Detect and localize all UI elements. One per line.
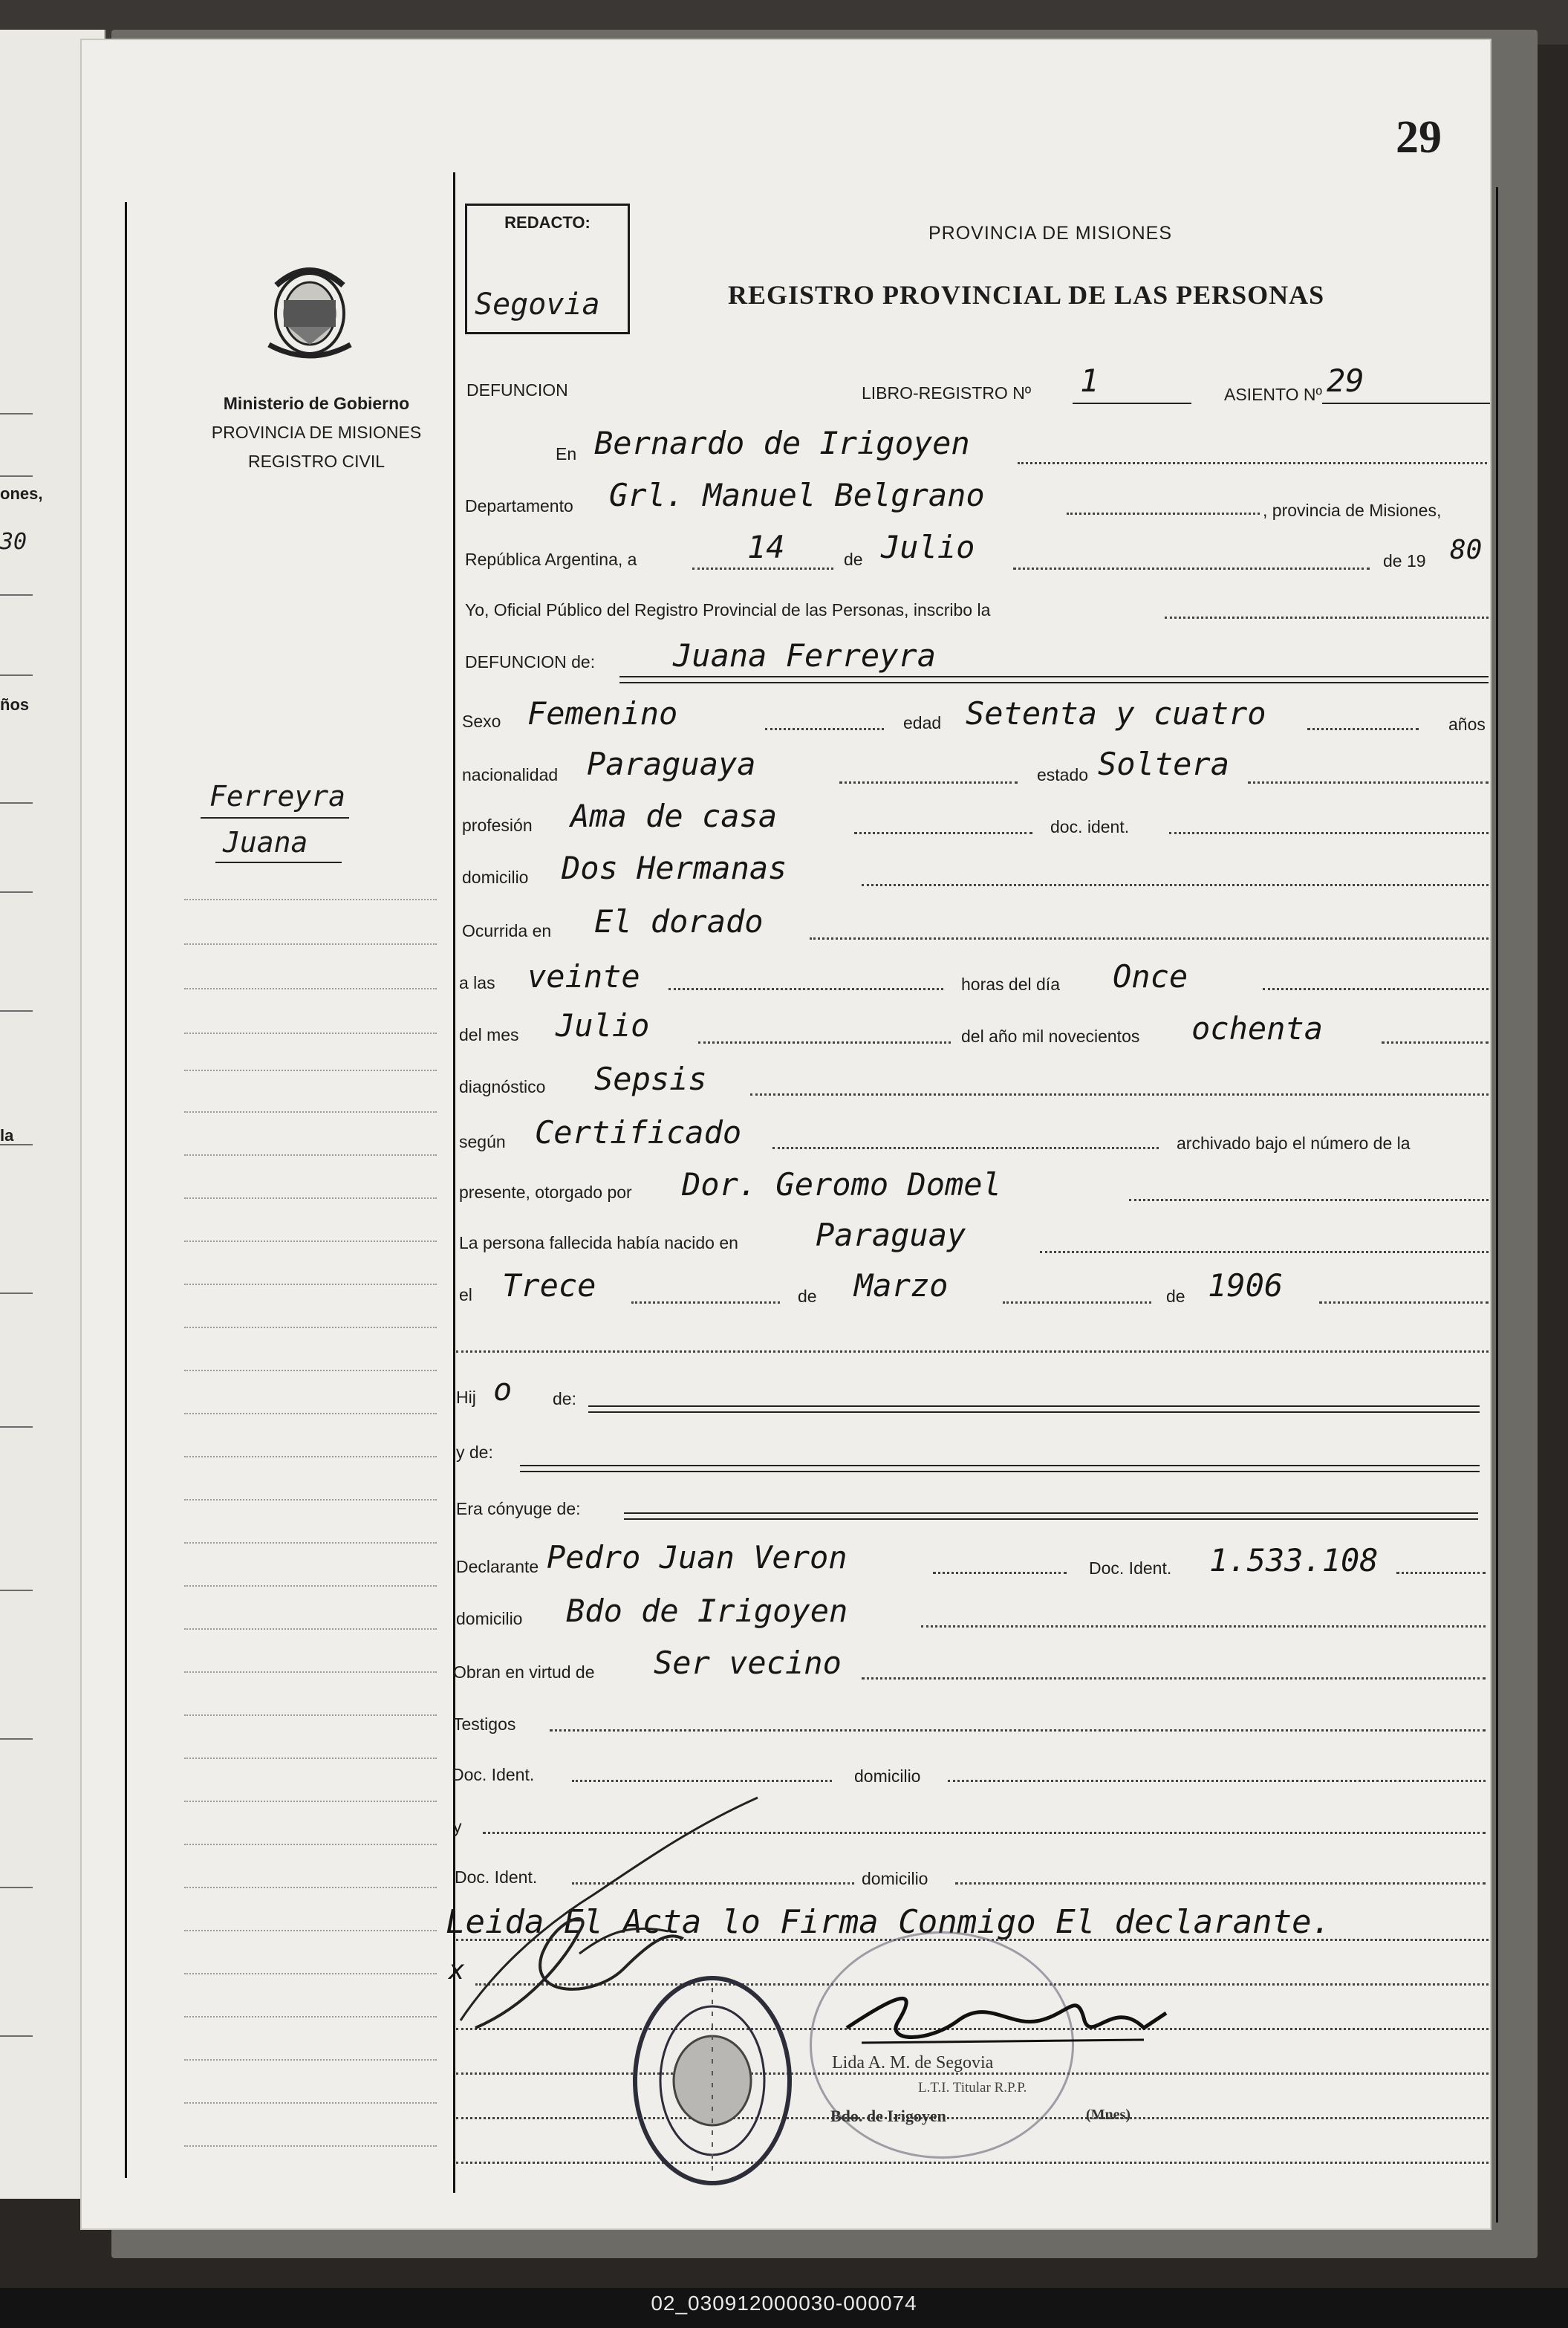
defuncion-label: DEFUNCION	[466, 380, 568, 400]
estado-label: estado	[1037, 765, 1089, 784]
registry-stamp	[628, 1973, 796, 2188]
hijo-value: o	[493, 1371, 513, 1408]
diagnostico-value: Sepsis	[594, 1061, 707, 1097]
year2-value: 1906	[1208, 1267, 1284, 1304]
y-de-label: y de:	[456, 1443, 493, 1462]
hijo-de-label: de:	[553, 1389, 576, 1408]
de-year-label: de 19	[1383, 551, 1426, 570]
nacionalidad-label: nacionalidad	[462, 765, 559, 784]
presente-label: presente, otorgado por	[459, 1183, 632, 1202]
page-number: 29	[1396, 112, 1442, 163]
departamento-label: Departamento	[465, 496, 573, 516]
de-label: de	[844, 550, 863, 569]
republica-label: República Argentina, a	[465, 550, 637, 569]
anos-label: años	[1448, 715, 1486, 734]
ministry-registry: REGISTRO CIVIL	[247, 452, 386, 472]
profesion-value: Ama de casa	[570, 798, 778, 834]
edad-value: Setenta y cuatro	[966, 695, 1266, 732]
province-title: PROVINCIA DE MISIONES	[928, 223, 1173, 244]
horas-label: horas del día	[961, 975, 1060, 994]
obran-label: Obran en virtud de	[453, 1662, 595, 1682]
x-mark: x	[449, 1955, 465, 1986]
diagnostico-label: diagnóstico	[459, 1077, 546, 1096]
ocurrida-label: Ocurrida en	[462, 921, 552, 940]
domicilio-label: domicilio	[462, 868, 529, 887]
defuncion-de-label: DEFUNCION de:	[465, 652, 596, 672]
redacto-value: Segovia	[475, 287, 600, 322]
y-label: y	[453, 1817, 462, 1836]
year-value: 80	[1450, 535, 1483, 565]
ministry-block	[168, 389, 465, 476]
domicilio3-label: domicilio	[854, 1766, 921, 1786]
image-caption: 02_030912000030-000074	[651, 2292, 917, 2315]
dia-value: 14	[747, 529, 785, 565]
ministry-province: PROVINCIA DE MISIONES	[211, 423, 422, 443]
left-page-fragment: 30	[0, 529, 27, 555]
mes-value: Julio	[881, 529, 975, 565]
left-page-fragment: la	[0, 1126, 14, 1145]
domicilio2-label: domicilio	[456, 1609, 523, 1628]
margin-rule	[1496, 187, 1498, 2223]
horas-value: Once	[1113, 958, 1188, 995]
departamento-value: Grl. Manuel Belgrano	[609, 477, 985, 513]
domicilio4-label: domicilio	[862, 1869, 928, 1888]
libro-label: LIBRO-REGISTRO Nº	[862, 383, 1032, 403]
testigos-label: Testigos	[453, 1714, 516, 1734]
en-value: Bernardo de Irigoyen	[594, 425, 970, 461]
del-mes-value: Julio	[556, 1007, 650, 1044]
libro-value: 1	[1080, 362, 1099, 399]
mes2-value: Marzo	[854, 1267, 949, 1304]
oficial-text: Yo, Oficial Público del Registro Provincial de las Personas, inscribo la	[465, 600, 991, 620]
ocurrida-value: El dorado	[594, 903, 764, 940]
marginal-name: Juana	[223, 826, 308, 859]
de3-label: de	[1166, 1287, 1185, 1306]
sexo-value: Femenino	[527, 695, 678, 732]
provincia-suffix: , provincia de Misiones,	[1263, 501, 1442, 520]
doc-ident3-label: Doc. Ident.	[452, 1765, 535, 1784]
official-place: Bdo. de Irigoyen	[830, 2107, 946, 2125]
el-value: Trece	[502, 1267, 596, 1304]
conyuge-label: Era cónyuge de:	[456, 1499, 581, 1518]
registry-title: REGISTRO PROVINCIAL DE LAS PERSONAS	[728, 280, 1325, 310]
asiento-label: ASIENTO Nº	[1224, 385, 1322, 404]
a-las-value: veinte	[527, 958, 640, 995]
nacido-value: Paraguay	[816, 1217, 966, 1253]
del-mes-label: del mes	[459, 1025, 519, 1044]
archivado-label: archivado bajo el número de la	[1177, 1134, 1411, 1153]
doc-ident2-value: 1.533.108	[1209, 1542, 1379, 1578]
sexo-label: Sexo	[462, 712, 501, 731]
domicilio2-value: Bdo de Irigoyen	[566, 1593, 848, 1629]
asiento-value: 29	[1327, 362, 1364, 399]
declarante-label: Declarante	[456, 1557, 539, 1576]
left-page-fragment: ones,	[0, 484, 43, 503]
official-title: L.T.I. Titular R.P.P.	[918, 2080, 1027, 2095]
ano-mil-label: del año mil novecientos	[961, 1027, 1140, 1046]
en-label: En	[556, 444, 577, 464]
a-las-label: a las	[459, 973, 495, 992]
edad-label: edad	[903, 713, 942, 732]
closing-statement: Leida El Acta lo Firma Conmigo El declarante.	[446, 1903, 1332, 1941]
hijo-label: Hij	[456, 1388, 476, 1407]
estado-value: Soltera	[1098, 746, 1230, 782]
declarante-value: Pedro Juan Veron	[547, 1539, 848, 1576]
el-label: el	[459, 1285, 472, 1304]
official-signature	[832, 1976, 1174, 2058]
nacido-label: La persona fallecida había nacido en	[459, 1233, 738, 1252]
left-page-fragment: ños	[0, 695, 30, 714]
doc-ident4-label: Doc. Ident.	[455, 1867, 538, 1887]
ministry-name: Ministerio de Gobierno	[223, 394, 410, 413]
marginal-surname: Ferreyra	[209, 780, 346, 813]
obran-value: Ser vecino	[654, 1645, 842, 1681]
coat-of-arms-icon	[261, 256, 358, 367]
domicilio-value: Dos Hermanas	[562, 850, 787, 886]
defuncion-de-value: Juana Ferreyra	[673, 637, 937, 674]
ano-mil-value: ochenta	[1191, 1010, 1324, 1047]
margin-rule	[125, 202, 127, 2178]
presente-value: Dor. Geromo Domel	[682, 1166, 1001, 1203]
segun-label: según	[459, 1132, 506, 1151]
doc-ident2-label: Doc. Ident.	[1089, 1558, 1172, 1578]
doc-ident-label: doc. ident.	[1050, 817, 1130, 836]
de2-label: de	[798, 1287, 817, 1306]
segun-value: Certificado	[535, 1114, 742, 1151]
profesion-label: profesión	[462, 816, 533, 835]
nacionalidad-value: Paraguaya	[587, 746, 756, 782]
redacto-box	[465, 204, 630, 334]
official-name: Lida A. M. de Segovia	[832, 2053, 994, 2072]
redacto-label: REDACTO:	[504, 213, 591, 232]
official-place-suffix: (Mnes)	[1086, 2107, 1131, 2123]
